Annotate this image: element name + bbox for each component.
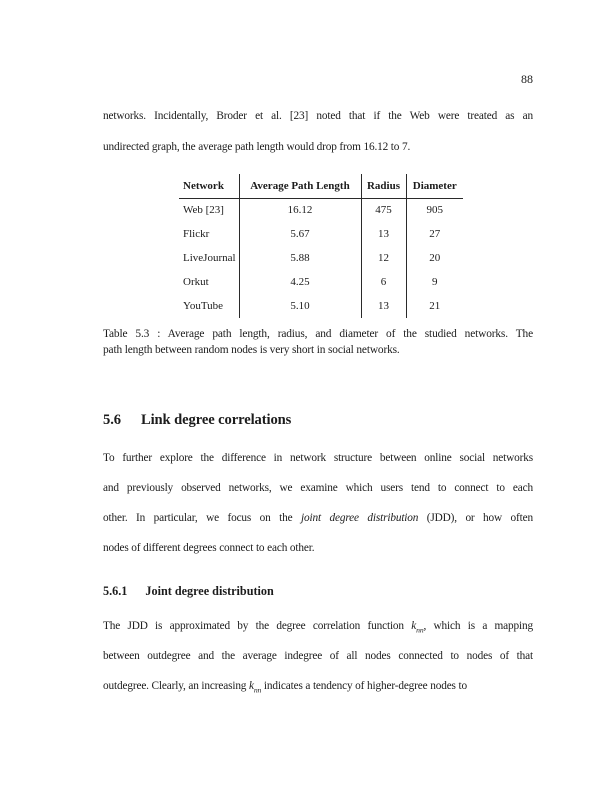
table-cell: 9 <box>406 270 463 294</box>
table-cell: 5.10 <box>239 294 361 318</box>
table-header-cell: Network <box>179 174 239 198</box>
text-line: other. In particular, we focus on the joint degree distribution (JDD), or how often <box>103 512 533 524</box>
text-line: undirected graph, the average path length would drop from 16.12 to 7. <box>103 141 411 153</box>
table-header-row <box>179 174 463 198</box>
paragraph-link-degree <box>103 443 533 563</box>
table-cell: 5.88 <box>239 246 361 270</box>
table-caption <box>103 327 533 358</box>
table-cell: 13 <box>361 294 406 318</box>
text-line: Table 5.3 : Average path length, radius, and diameter of the studied networks. The <box>103 328 533 340</box>
table-row <box>179 294 463 318</box>
subsection-title: Joint degree distribution <box>145 584 274 598</box>
text-line: To further explore the difference in network structure between online social networks <box>103 452 533 464</box>
section-number: 5.6 <box>103 412 121 428</box>
table-header-cell: Diameter <box>406 174 463 198</box>
text-line: between outdegree and the average indegree of all nodes connected to nodes of that <box>103 650 533 662</box>
table-row <box>179 198 463 222</box>
table-cell: 16.12 <box>239 198 361 222</box>
section-heading <box>103 412 533 429</box>
table-cell: 21 <box>406 294 463 318</box>
table-row <box>179 270 463 294</box>
table-header-cell: Radius <box>361 174 406 198</box>
text-line: networks. Incidentally, Broder et al. [23] noted that if the Web were treated as an <box>103 110 533 122</box>
text-line: nodes of different degrees connect to each other. <box>103 542 315 554</box>
paragraph-intro <box>103 101 533 163</box>
page-number: 88 <box>521 72 533 86</box>
table-cell: Web [23] <box>183 204 224 217</box>
table-cell: 5.67 <box>239 222 361 246</box>
table-cell: Flickr <box>183 228 210 240</box>
network-stats-table <box>179 174 463 318</box>
text-line: The JDD is approximated by the degree correlation function $k_{nn}$, which is a mapping <box>103 620 533 635</box>
table-cell: 6 <box>361 270 406 294</box>
table-cell: 13 <box>361 222 406 246</box>
text-line: and previously observed networks, we examine which users tend to connect to each <box>103 482 533 494</box>
table-cell: YouTube <box>183 300 224 312</box>
table-header-cell: Average Path Length <box>239 174 361 198</box>
table-cell: 905 <box>406 198 463 222</box>
section-title: Link degree correlations <box>140 412 292 428</box>
subsection-number: 5.6.1 <box>103 584 128 598</box>
table-cell: 20 <box>406 246 463 270</box>
table-5-3-wrap <box>179 174 463 318</box>
table-cell: 4.25 <box>239 270 361 294</box>
table-cell: Orkut <box>183 276 209 288</box>
text-line: outdegree. Clearly, an increasing $k_{nn}$ indicates a tendency of higher-degree nodes to <box>103 680 467 695</box>
table-cell: 27 <box>406 222 463 246</box>
subsection-heading <box>103 584 533 599</box>
table-cell: LiveJournal <box>183 252 236 264</box>
text-line: path length between random nodes is very short in social networks. <box>103 343 400 356</box>
table-cell: 12 <box>361 246 406 270</box>
table-cell: 475 <box>361 198 406 222</box>
table-row <box>179 246 463 270</box>
table-row <box>179 222 463 246</box>
paragraph-jdd <box>103 611 533 701</box>
